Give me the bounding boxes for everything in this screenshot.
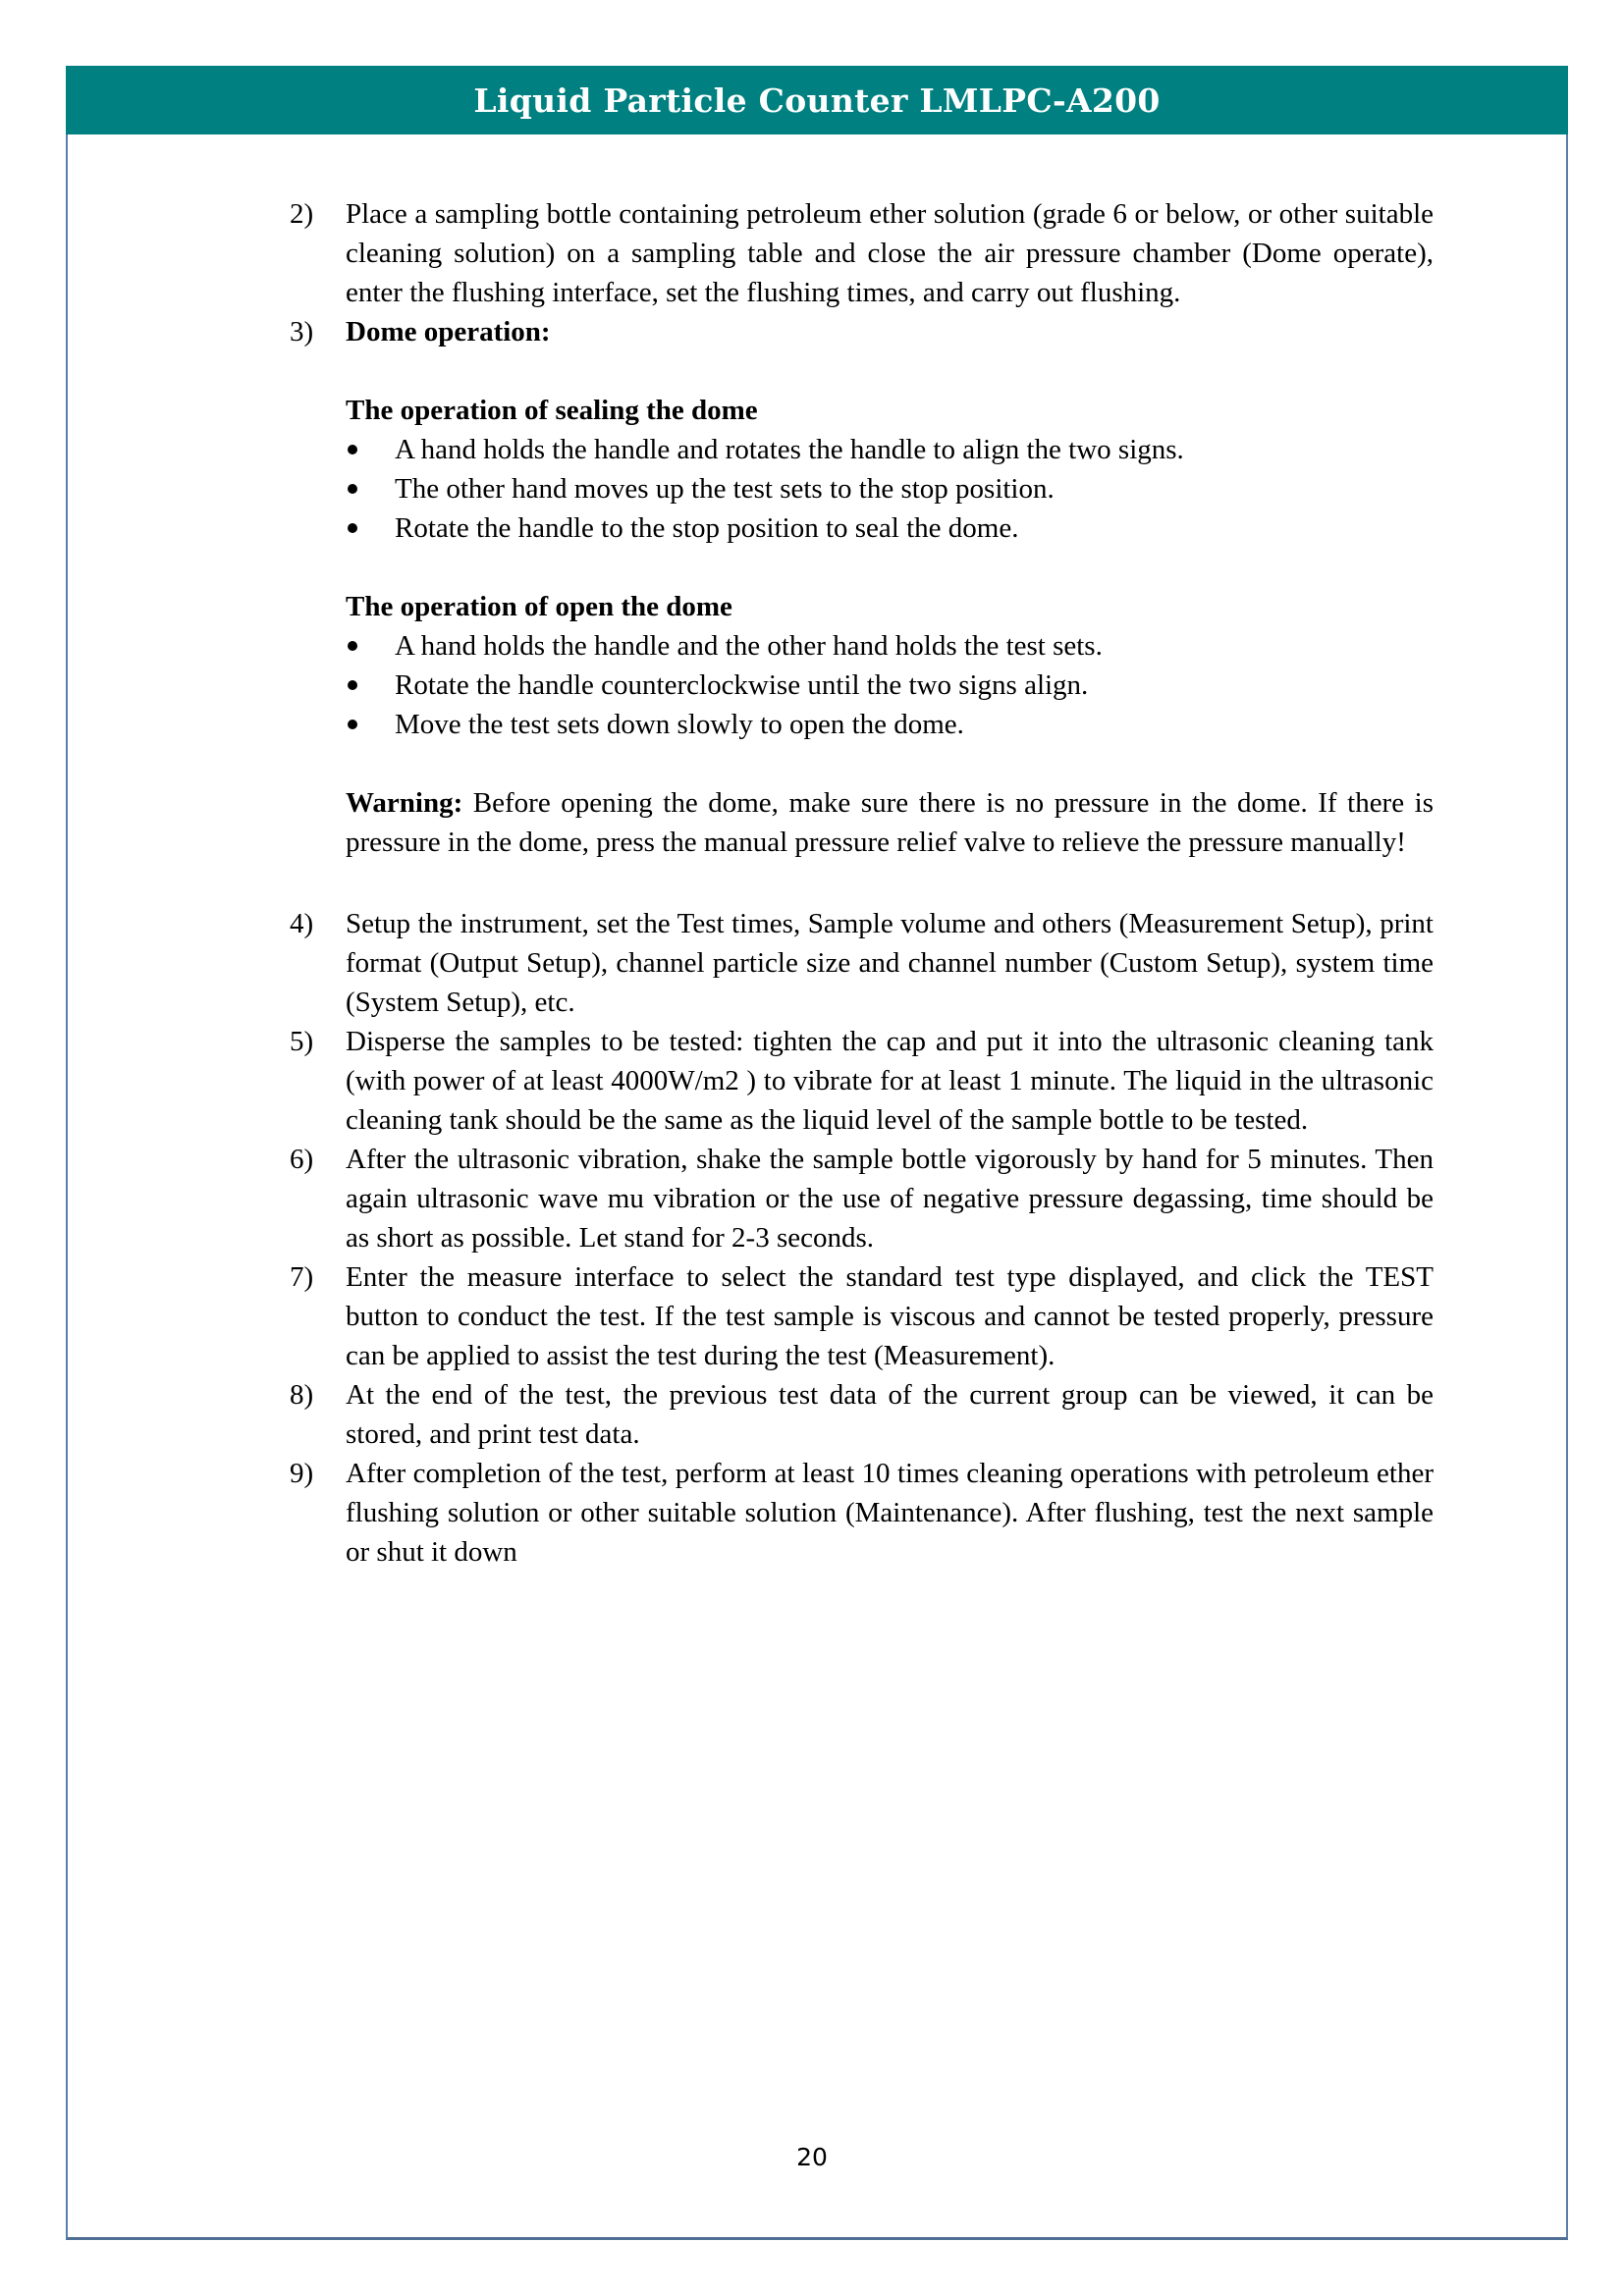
bullet-item: Move the test sets down slowly to open the dome.	[346, 705, 1434, 744]
document-title: Liquid Particle Counter LMLPC-A200	[473, 80, 1161, 120]
bullet-icon	[348, 523, 357, 533]
open-heading: The operation of open the dome	[346, 591, 732, 622]
item-number: 6)	[290, 1144, 314, 1175]
item-number: 3)	[290, 316, 314, 347]
section-heading: Dome operation:	[346, 316, 551, 347]
list-item	[290, 1454, 1434, 1572]
page-number: 20	[796, 2143, 828, 2171]
list-item	[290, 1022, 1434, 1140]
list-item	[290, 1257, 1434, 1375]
warning-label: Warning:	[346, 787, 463, 819]
item-text: After completion of the test, perform at least 10 times cleaning operations with petroleum ether flushing solution or other suitable solution (Maintenance). After flushing, test the next sample or shut it down	[346, 1458, 1434, 1568]
list-item	[290, 1140, 1434, 1257]
item-number: 4)	[290, 908, 314, 939]
item-text: After the ultrasonic vibration, shake the sample bottle vigorously by hand for 5 minutes. Then again ultrasonic wave mu vibration or the use of negative pressure degassing, time should be as short as possible. Let stand for 2-3 seconds.	[346, 1144, 1434, 1254]
bullet-icon	[348, 445, 357, 454]
warning-text: Before opening the dome, make sure there is no pressure in the dome. If there is pressure in the dome, press the manual pressure relief valve to relieve the pressure manually!	[346, 787, 1434, 858]
item-number: 7)	[290, 1261, 314, 1293]
bullet-icon	[348, 484, 357, 494]
item-number: 9)	[290, 1458, 314, 1489]
warning-note	[346, 783, 1434, 862]
item-text: Place a sampling bottle containing petroleum ether solution (grade 6 or below, or other suitable cleaning solution) on a sampling table and close the air pressure chamber (Dome operate), enter the flushing interface, set the flushing times, and carry out flushing.	[346, 198, 1434, 308]
open-bullet-list	[346, 626, 1434, 744]
document-body	[290, 194, 1434, 1572]
item-number: 5)	[290, 1026, 314, 1057]
item-text: At the end of the test, the previous test data of the current group can be viewed, it can be stored, and print test data.	[346, 1379, 1434, 1450]
seal-heading: The operation of sealing the dome	[346, 395, 758, 426]
item-number: 2)	[290, 198, 314, 230]
item-number: 8)	[290, 1379, 314, 1411]
dome-operation-section	[290, 351, 1434, 862]
bullet-item: A hand holds the handle and rotates the handle to align the two signs.	[346, 430, 1434, 469]
bullet-icon	[348, 641, 357, 651]
item-text: Setup the instrument, set the Test times, Sample volume and others (Measurement Setup), print format (Output Setup), channel particle size and channel number (Custom Setup), system time (System Setup), etc.	[346, 908, 1434, 1018]
seal-bullet-list	[346, 430, 1434, 548]
bullet-item: Rotate the handle counterclockwise until the two signs align.	[346, 666, 1434, 705]
bullet-icon	[348, 680, 357, 690]
list-item	[290, 904, 1434, 1022]
item-text: Enter the measure interface to select the standard test type displayed, and click the TEST button to conduct the test. If the test sample is viscous and cannot be tested properly, pressure can be applied to assist the test during the test (Measurement).	[346, 1261, 1434, 1371]
list-item	[290, 194, 1434, 312]
bullet-item: The other hand moves up the test sets to the stop position.	[346, 469, 1434, 508]
list-item	[290, 1375, 1434, 1454]
bullet-icon	[348, 720, 357, 729]
list-item	[290, 312, 1434, 351]
bullet-item: Rotate the handle to the stop position to seal the dome.	[346, 508, 1434, 548]
bullet-item: A hand holds the handle and the other hand holds the test sets.	[346, 626, 1434, 666]
item-text: Disperse the samples to be tested: tighten the cap and put it into the ultrasonic cleaning tank (with power of at least 4000W/m2 ) to vibrate for at least 1 minute. The liquid in the ultrasonic cleaning tank should be the same as the liquid level of the sample bottle to be tested.	[346, 1026, 1434, 1136]
header-bar	[66, 66, 1568, 134]
